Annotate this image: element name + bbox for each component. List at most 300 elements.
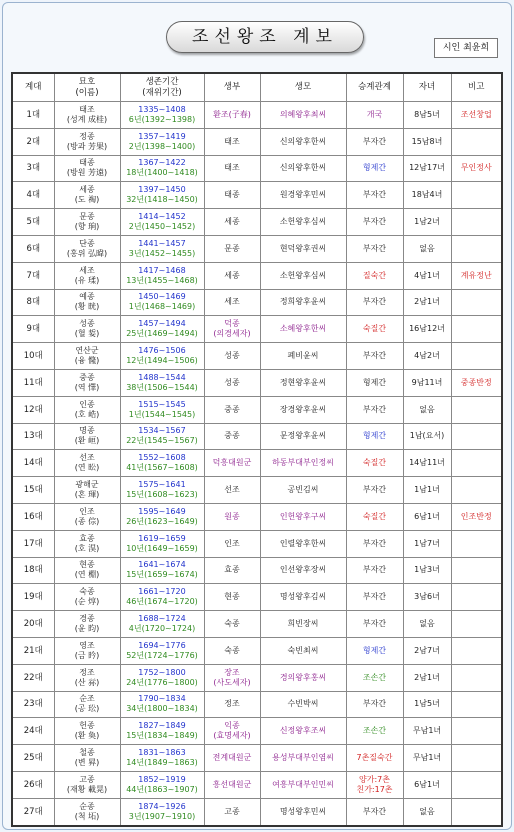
column-header: 묘호 (이름) <box>54 73 120 102</box>
generation-cell: 27대 <box>12 798 54 825</box>
father-cell: 현종 <box>204 584 260 611</box>
children-cell: 3남6녀 <box>403 584 451 611</box>
succession-cell: 형제간 <box>346 637 403 664</box>
succession-cell: 형제간 <box>346 369 403 396</box>
king-name-cell <box>54 316 120 343</box>
note-cell <box>451 664 502 691</box>
reign-period: 44년(1863~1907) <box>126 784 198 794</box>
personal-name: (향 珦) <box>74 222 100 232</box>
children-cell: 16남12녀 <box>403 316 451 343</box>
lifespan: 1874~1926 <box>138 801 186 811</box>
children-cell: 1남3녀 <box>403 557 451 584</box>
mother-cell: 의혜왕후최씨 <box>260 102 346 129</box>
reign-period: 4년(1720~1724) <box>128 624 196 634</box>
father-cell: 성종 <box>204 369 260 396</box>
father-cell: 익종 (효명세자) <box>204 718 260 745</box>
temple-name: 정조 <box>79 667 95 677</box>
column-header: 승계관계 <box>346 73 403 102</box>
father-cell: 세조 <box>204 289 260 316</box>
children-cell: 1남(요서) <box>403 423 451 450</box>
lifespan-cell <box>120 182 204 209</box>
children-cell: 15남8녀 <box>403 128 451 155</box>
note-cell <box>451 637 502 664</box>
lifespan-cell <box>120 343 204 370</box>
succession-cell: 부자간 <box>346 798 403 825</box>
lifespan: 1831~1863 <box>138 748 186 758</box>
father-cell: 효종 <box>204 557 260 584</box>
mother-cell: 장경왕후윤씨 <box>260 396 346 423</box>
mother-cell: 경의왕후홍씨 <box>260 664 346 691</box>
king-name-cell <box>54 102 120 129</box>
personal-name: (방과 芳果) <box>66 141 108 151</box>
lifespan: 1417~1468 <box>138 265 186 275</box>
table-row <box>12 343 502 370</box>
note-cell <box>451 209 502 236</box>
personal-name: (혈 娎) <box>74 329 100 339</box>
table-row <box>12 396 502 423</box>
mother-cell: 신의왕후한씨 <box>260 155 346 182</box>
reign-period: 2년(1398~1400) <box>128 141 196 151</box>
lifespan: 1488~1544 <box>138 372 186 382</box>
temple-name: 헌종 <box>79 721 95 731</box>
children-cell: 없음 <box>403 235 451 262</box>
king-name-cell <box>54 182 120 209</box>
temple-name: 고종 <box>79 774 95 784</box>
succession-cell: 부자간 <box>346 396 403 423</box>
reign-period: 46년(1674~1720) <box>126 597 198 607</box>
succession-cell: 숙질간 <box>346 316 403 343</box>
lifespan: 1441~1457 <box>138 238 186 248</box>
note-cell <box>451 477 502 504</box>
note-cell <box>451 289 502 316</box>
note-cell <box>451 128 502 155</box>
note-cell <box>451 530 502 557</box>
personal-name: (홍위 弘暐) <box>66 248 108 258</box>
mother-cell: 하동부대부인정씨 <box>260 450 346 477</box>
personal-name: (연 棩) <box>74 570 100 580</box>
reign-period: 15년(1659~1674) <box>126 570 198 580</box>
temple-name: 광해군 <box>75 480 99 490</box>
generation-cell: 3대 <box>12 155 54 182</box>
king-name-cell <box>54 289 120 316</box>
lifespan: 1827~1849 <box>138 721 186 731</box>
table-row <box>12 209 502 236</box>
author-label: 시인 최윤희 <box>434 38 498 58</box>
lifespan-cell <box>120 235 204 262</box>
children-cell: 18남4녀 <box>403 182 451 209</box>
mother-cell: 현덕왕후권씨 <box>260 235 346 262</box>
personal-name: (순 焞) <box>74 597 100 607</box>
lifespan-cell <box>120 262 204 289</box>
lifespan-cell <box>120 557 204 584</box>
king-name-cell <box>54 664 120 691</box>
father-cell: 장조 (사도세자) <box>204 664 260 691</box>
father-cell: 덕흥대원군 <box>204 450 260 477</box>
children-cell: 4남1녀 <box>403 262 451 289</box>
note-cell <box>451 584 502 611</box>
temple-name: 정종 <box>79 131 95 141</box>
temple-name: 태종 <box>79 158 95 168</box>
lifespan: 1414~1452 <box>138 212 186 222</box>
table-row <box>12 450 502 477</box>
children-cell: 1남7녀 <box>403 530 451 557</box>
reign-period: 22년(1545~1567) <box>126 436 198 446</box>
father-cell: 흥선대원군 <box>204 771 260 798</box>
generation-cell: 6대 <box>12 235 54 262</box>
king-name-cell <box>54 450 120 477</box>
personal-name: (역 懌) <box>74 382 100 392</box>
reign-period: 15년(1608~1623) <box>126 490 198 500</box>
children-cell: 4남2녀 <box>403 343 451 370</box>
lifespan: 1641~1674 <box>138 560 186 570</box>
lifespan: 1852~1919 <box>138 774 186 784</box>
king-name-cell <box>54 691 120 718</box>
king-name-cell <box>54 369 120 396</box>
father-cell: 세종 <box>204 262 260 289</box>
lifespan: 1476~1506 <box>138 346 186 356</box>
generation-cell: 19대 <box>12 584 54 611</box>
succession-cell: 형제간 <box>346 155 403 182</box>
lifespan-cell <box>120 691 204 718</box>
generation-cell: 7대 <box>12 262 54 289</box>
personal-name: (혼 琿) <box>74 490 100 500</box>
king-name-cell <box>54 798 120 825</box>
children-cell: 1남1녀 <box>403 477 451 504</box>
note-cell <box>451 718 502 745</box>
mother-cell: 명성왕후김씨 <box>260 584 346 611</box>
table-row <box>12 637 502 664</box>
lifespan-cell <box>120 209 204 236</box>
personal-name: (금 昑) <box>74 650 100 660</box>
king-name-cell <box>54 235 120 262</box>
generation-cell: 10대 <box>12 343 54 370</box>
generation-cell: 15대 <box>12 477 54 504</box>
children-cell: 없음 <box>403 611 451 638</box>
reign-period: 2년(1450~1452) <box>128 222 196 232</box>
children-cell: 9남11녀 <box>403 369 451 396</box>
lifespan: 1688~1724 <box>138 614 186 624</box>
father-cell: 태종 <box>204 182 260 209</box>
mother-cell: 여흥부대부인민씨 <box>260 771 346 798</box>
children-cell: 6남1녀 <box>403 503 451 530</box>
temple-name: 선조 <box>79 453 95 463</box>
father-cell: 덕종 (의경세자) <box>204 316 260 343</box>
temple-name: 태조 <box>79 104 95 114</box>
table-row <box>12 369 502 396</box>
mother-cell: 인렬왕후한씨 <box>260 530 346 557</box>
personal-name: (호 淏) <box>74 543 100 553</box>
reign-period: 15년(1834~1849) <box>126 731 198 741</box>
mother-cell: 소혜왕후한씨 <box>260 316 346 343</box>
page-title: 조선왕조 계보 <box>166 21 364 53</box>
generation-cell: 5대 <box>12 209 54 236</box>
temple-name: 인조 <box>79 506 95 516</box>
lifespan: 1367~1422 <box>138 158 186 168</box>
mother-cell: 명성왕후민씨 <box>260 798 346 825</box>
reign-period: 1년(1544~1545) <box>128 409 196 419</box>
personal-name: (방원 芳遠) <box>66 168 108 178</box>
generation-cell: 25대 <box>12 745 54 772</box>
lifespan: 1515~1545 <box>138 399 186 409</box>
generation-cell: 18대 <box>12 557 54 584</box>
note-cell: 인조반정 <box>451 503 502 530</box>
generation-cell: 17대 <box>12 530 54 557</box>
personal-name: (윤 昀) <box>74 624 100 634</box>
succession-cell: 조손간 <box>346 718 403 745</box>
succession-cell: 부자간 <box>346 611 403 638</box>
king-name-cell <box>54 477 120 504</box>
father-cell: 중종 <box>204 423 260 450</box>
mother-cell: 소헌왕후심씨 <box>260 262 346 289</box>
succession-cell: 형제간 <box>346 423 403 450</box>
children-cell: 8남5녀 <box>403 102 451 129</box>
children-cell: 2남1녀 <box>403 289 451 316</box>
table-row <box>12 316 502 343</box>
temple-name: 경종 <box>79 614 95 624</box>
king-name-cell <box>54 718 120 745</box>
mother-cell: 폐비윤씨 <box>260 343 346 370</box>
lifespan-cell <box>120 530 204 557</box>
reign-period: 18년(1400~1418) <box>126 168 198 178</box>
succession-cell: 부자간 <box>346 343 403 370</box>
mother-cell: 문정왕후윤씨 <box>260 423 346 450</box>
lifespan-cell <box>120 477 204 504</box>
generation-cell: 12대 <box>12 396 54 423</box>
temple-name: 예종 <box>79 292 95 302</box>
personal-name: (재황 載晃) <box>66 784 108 794</box>
note-cell: 계유정난 <box>451 262 502 289</box>
temple-name: 성종 <box>79 319 95 329</box>
generation-cell: 4대 <box>12 182 54 209</box>
succession-cell: 숙질간 <box>346 450 403 477</box>
personal-name: (호 峼) <box>74 409 100 419</box>
mother-cell: 용성부대부인염씨 <box>260 745 346 772</box>
succession-cell: 부자간 <box>346 235 403 262</box>
table-row <box>12 289 502 316</box>
succession-cell: 부자간 <box>346 182 403 209</box>
note-cell <box>451 611 502 638</box>
generation-cell: 2대 <box>12 128 54 155</box>
table-row <box>12 155 502 182</box>
table-row <box>12 235 502 262</box>
father-cell: 숙종 <box>204 611 260 638</box>
succession-cell: 부자간 <box>346 477 403 504</box>
generation-cell: 13대 <box>12 423 54 450</box>
father-cell: 숙종 <box>204 637 260 664</box>
children-cell: 없음 <box>403 396 451 423</box>
king-name-cell <box>54 128 120 155</box>
temple-name: 순종 <box>79 801 95 811</box>
generation-cell: 8대 <box>12 289 54 316</box>
reign-period: 32년(1418~1450) <box>126 195 198 205</box>
personal-name: (연 昖) <box>74 463 100 473</box>
personal-name: (공 玜) <box>74 704 100 714</box>
lifespan-cell <box>120 745 204 772</box>
father-cell: 중종 <box>204 396 260 423</box>
father-cell: 태조 <box>204 128 260 155</box>
children-cell: 없음 <box>403 798 451 825</box>
table-row <box>12 584 502 611</box>
lifespan-cell <box>120 503 204 530</box>
lifespan-cell <box>120 155 204 182</box>
father-cell: 정조 <box>204 691 260 718</box>
mother-cell: 수빈박씨 <box>260 691 346 718</box>
king-name-cell <box>54 262 120 289</box>
note-cell <box>451 316 502 343</box>
note-cell: 중종반정 <box>451 369 502 396</box>
generation-cell: 22대 <box>12 664 54 691</box>
father-cell: 세종 <box>204 209 260 236</box>
personal-name: (환 奐) <box>74 731 100 741</box>
mother-cell: 인헌왕후구씨 <box>260 503 346 530</box>
reign-period: 12년(1494~1506) <box>126 356 198 366</box>
column-header: 생모 <box>260 73 346 102</box>
personal-name: (융 㦕) <box>74 356 100 366</box>
mother-cell: 숙빈최씨 <box>260 637 346 664</box>
temple-name: 단종 <box>79 238 95 248</box>
lifespan-cell <box>120 102 204 129</box>
lifespan-cell <box>120 423 204 450</box>
generation-cell: 11대 <box>12 369 54 396</box>
lifespan: 1357~1419 <box>138 131 186 141</box>
note-cell <box>451 745 502 772</box>
children-cell: 무남1녀 <box>403 718 451 745</box>
temple-name: 세종 <box>79 185 95 195</box>
lifespan: 1661~1720 <box>138 587 186 597</box>
temple-name: 효종 <box>79 533 95 543</box>
table-row <box>12 503 502 530</box>
table-row <box>12 423 502 450</box>
lifespan: 1335~1408 <box>138 104 186 114</box>
table-row <box>12 691 502 718</box>
children-cell: 12남17녀 <box>403 155 451 182</box>
children-cell: 2남7녀 <box>403 637 451 664</box>
generation-cell: 26대 <box>12 771 54 798</box>
lifespan-cell <box>120 584 204 611</box>
personal-name: (성계 成桂) <box>66 114 108 124</box>
succession-cell: 숙질간 <box>346 503 403 530</box>
reign-period: 3년(1907~1910) <box>128 811 196 821</box>
king-name-cell <box>54 503 120 530</box>
king-name-cell <box>54 423 120 450</box>
reign-period: 34년(1800~1834) <box>126 704 198 714</box>
table-row <box>12 262 502 289</box>
note-cell <box>451 798 502 825</box>
lifespan: 1790~1834 <box>138 694 186 704</box>
temple-name: 중종 <box>79 372 95 382</box>
generation-cell: 20대 <box>12 611 54 638</box>
temple-name: 명종 <box>79 426 95 436</box>
personal-name: (도 祹) <box>74 195 100 205</box>
column-header: 생부 <box>204 73 260 102</box>
succession-cell: 조손간 <box>346 664 403 691</box>
lifespan-cell <box>120 289 204 316</box>
king-name-cell <box>54 530 120 557</box>
succession-cell: 개국 <box>346 102 403 129</box>
generation-cell: 21대 <box>12 637 54 664</box>
table-row <box>12 664 502 691</box>
children-cell: 1남5녀 <box>403 691 451 718</box>
lifespan: 1694~1776 <box>138 640 186 650</box>
temple-name: 인종 <box>79 399 95 409</box>
note-cell <box>451 557 502 584</box>
personal-name: (종 倧) <box>74 516 100 526</box>
genealogy-table <box>11 72 503 827</box>
lifespan: 1552~1608 <box>138 453 186 463</box>
king-name-cell <box>54 396 120 423</box>
personal-name: (황 晄) <box>74 302 100 312</box>
table-header-row <box>12 73 502 102</box>
lifespan: 1752~1800 <box>138 667 186 677</box>
note-cell: 조선창업 <box>451 102 502 129</box>
reign-period: 13년(1455~1468) <box>126 275 198 285</box>
lifespan-cell <box>120 611 204 638</box>
succession-cell: 양가:7촌 친가:17촌 <box>346 771 403 798</box>
reign-period: 25년(1469~1494) <box>126 329 198 339</box>
king-name-cell <box>54 343 120 370</box>
temple-name: 문종 <box>79 212 95 222</box>
temple-name: 숙종 <box>79 587 95 597</box>
reign-period: 24년(1776~1800) <box>126 677 198 687</box>
succession-cell: 부자간 <box>346 209 403 236</box>
reign-period: 38년(1506~1544) <box>126 382 198 392</box>
table-row <box>12 611 502 638</box>
table-row <box>12 771 502 798</box>
lifespan-cell <box>120 396 204 423</box>
reign-period: 1년(1468~1469) <box>128 302 196 312</box>
father-cell: 고종 <box>204 798 260 825</box>
king-name-cell <box>54 611 120 638</box>
table-row <box>12 128 502 155</box>
mother-cell: 소헌왕후심씨 <box>260 209 346 236</box>
mother-cell: 희빈장씨 <box>260 611 346 638</box>
column-header: 계대 <box>12 73 54 102</box>
table-row <box>12 182 502 209</box>
personal-name: (산 祘) <box>74 677 100 687</box>
note-cell <box>451 771 502 798</box>
personal-name: (척 坧) <box>74 811 100 821</box>
table-row <box>12 557 502 584</box>
children-cell: 무남1녀 <box>403 745 451 772</box>
succession-cell: 질숙간 <box>346 262 403 289</box>
table-row <box>12 102 502 129</box>
lifespan: 1457~1494 <box>138 319 186 329</box>
note-cell <box>451 182 502 209</box>
column-header: 자녀 <box>403 73 451 102</box>
children-cell: 6남1녀 <box>403 771 451 798</box>
mother-cell: 정현왕후윤씨 <box>260 369 346 396</box>
mother-cell: 원경왕후민씨 <box>260 182 346 209</box>
table-row <box>12 745 502 772</box>
lifespan-cell <box>120 718 204 745</box>
note-cell <box>451 691 502 718</box>
lifespan-cell <box>120 369 204 396</box>
table-row <box>12 798 502 825</box>
king-name-cell <box>54 745 120 772</box>
note-cell <box>451 343 502 370</box>
note-cell <box>451 450 502 477</box>
temple-name: 영조 <box>79 640 95 650</box>
mother-cell: 신의왕후한씨 <box>260 128 346 155</box>
children-cell: 14남11녀 <box>403 450 451 477</box>
father-cell: 선조 <box>204 477 260 504</box>
king-name-cell <box>54 557 120 584</box>
lifespan-cell <box>120 316 204 343</box>
lifespan-cell <box>120 128 204 155</box>
succession-cell: 7촌질숙간 <box>346 745 403 772</box>
lifespan: 1595~1649 <box>138 506 186 516</box>
table-row <box>12 718 502 745</box>
